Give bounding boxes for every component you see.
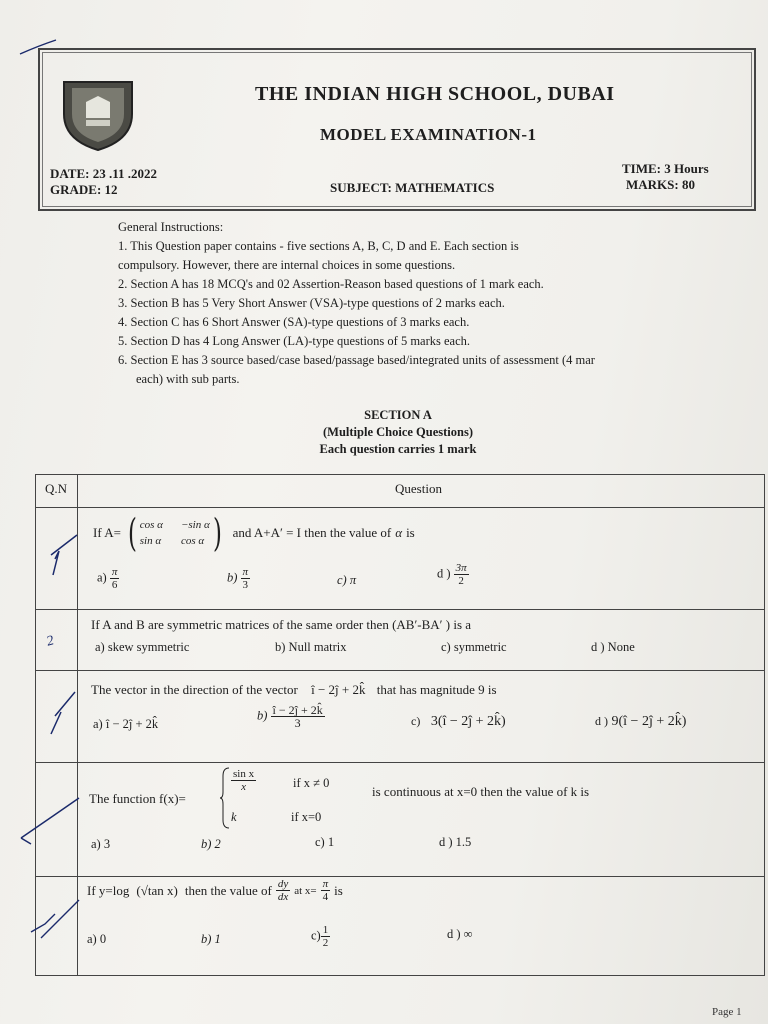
q1-option-c: c) π <box>337 573 357 587</box>
q4-option-d: d ) 1.5 <box>439 835 472 849</box>
q4-case-2-condition: if x=0 <box>291 810 322 824</box>
q5-option-a: a) 0 <box>87 932 107 946</box>
q1-variable: α <box>395 525 403 540</box>
q4-case-1-condition: if x ≠ 0 <box>293 776 330 790</box>
exam-header <box>38 48 756 211</box>
handwritten-tick-mark <box>13 784 83 854</box>
school-crest-logo <box>56 76 140 152</box>
exam-marks: MARKS: 80 <box>626 177 695 192</box>
q4-brace <box>219 766 231 830</box>
instruction-line: 6. Section E has 3 source based/case based/passage based/integrated units of assessment (4 mar <box>118 353 595 367</box>
question-1-stem <box>93 511 415 555</box>
question-2-stem: If A and B are symmetric matrices of the same order then (AB′-BA′ ) is a <box>91 617 472 632</box>
handwritten-tick-mark <box>25 894 85 944</box>
q1-option-a: a) $\frac{\pi}{6}$ <box>97 566 118 591</box>
section-subtitle: (Multiple Choice Questions) <box>323 425 473 439</box>
q1-matrix-cell: sin α <box>139 535 162 547</box>
q2-option-d: d ) None <box>591 640 635 654</box>
q5-argument: √tan x <box>140 882 174 898</box>
exam-title: MODEL EXAMINATION-1 <box>320 125 537 144</box>
page-footer: Page 1 <box>712 1006 742 1018</box>
q1-suffix: and A+A′ = I then the value of <box>232 525 392 540</box>
q1-option-b: b) $\frac{\pi}{3}$ <box>227 566 249 591</box>
column-header-question: Question <box>395 481 442 496</box>
handwritten-tick-mark <box>45 686 85 736</box>
handwritten-question-number: 2 <box>45 633 56 650</box>
instruction-line: compulsory. However, there are internal choices in some questions. <box>118 258 456 272</box>
instruction-line: 3. Section B has 5 Very Short Answer (VSA)-type questions of 2 marks each. <box>118 296 505 310</box>
questions-table <box>35 474 765 976</box>
q4-option-b: b) 2 <box>201 837 221 851</box>
section-note: Each question carries 1 mark <box>319 442 477 456</box>
q5-option-b: b) 1 <box>201 932 221 946</box>
q4-option-c: c) 1 <box>315 835 335 849</box>
exam-grade: GRADE: 12 <box>50 182 118 197</box>
q1-tail: is <box>406 525 415 540</box>
instructions-title: General Instructions: <box>118 220 224 234</box>
q4-option-a: a) 3 <box>91 837 111 851</box>
q3-option-a: a) î − 2ĵ + 2k̂ <box>93 717 159 731</box>
q1-option-d: d ) $\frac{3\pi}{2}$ <box>437 562 467 587</box>
handwritten-tick-mark <box>45 529 85 579</box>
exam-time: TIME: 3 Hours <box>622 161 709 176</box>
q2-option-a: a) skew symmetric <box>95 640 190 654</box>
exam-date: DATE: 23 .11 .2022 <box>50 166 158 181</box>
q1-matrix-cell: cos α <box>180 535 205 547</box>
question-3-stem: The vector in the direction of the vector î − 2ĵ + 2k̂ that has magnitude 9 is <box>91 682 497 697</box>
instruction-line: each) with sub parts. <box>136 372 240 386</box>
q1-matrix: ( cos α −sin α sin α cos α ) <box>127 511 222 555</box>
q3-option-c: c) 3(î − 2ĵ + 2k̂) <box>411 714 506 729</box>
instruction-line: 2. Section A has 18 MCQ's and 02 Assertion-Reason based questions of 1 mark each. <box>118 277 544 291</box>
q3-vector: î − 2ĵ + 2k̂ <box>311 682 366 697</box>
q2-option-b: b) Null matrix <box>275 640 347 654</box>
q5-option-c: c) $\frac{1}{2}$ <box>311 924 329 949</box>
q1-matrix-cell: −sin α <box>180 519 210 531</box>
q3-option-b: b) $\frac{î - 2ĵ + 2k̂}{3}$ <box>257 703 323 730</box>
instruction-line: 4. Section C has 6 Short Answer (SA)-type questions of 3 marks each. <box>118 315 470 329</box>
q1-prefix: If A= <box>93 525 121 540</box>
q4-case-2-value: k <box>231 810 237 824</box>
school-name: THE INDIAN HIGH SCHOOL, DUBAI <box>255 83 615 105</box>
q1-matrix-cell: cos α <box>139 519 163 531</box>
q4-case-1-value: $\frac{\text{sin x}}{x}$ <box>233 768 255 793</box>
instruction-line: 1. This Question paper contains - five sections A, B, C, D and E. Each section is <box>118 239 519 253</box>
q2-option-c: c) symmetric <box>441 640 507 654</box>
q3-option-d: d ) 9(î − 2ĵ + 2k̂) <box>595 714 687 729</box>
section-title: SECTION A <box>364 408 432 422</box>
question-4-tail: is continuous at x=0 then the value of k is <box>372 784 590 799</box>
column-header-qn: Q.N <box>45 481 68 496</box>
exam-subject: SUBJECT: MATHEMATICS <box>330 180 495 195</box>
question-5-stem: If y=log (√tan x) then the value of $\frac{dy}{dx}$ at x= $\frac{\pi}{4}$ is <box>87 878 343 903</box>
question-4-prefix: The function f(x)= <box>89 791 186 806</box>
q5-option-d: d ) ∞ <box>447 927 473 941</box>
general-instructions <box>118 218 595 389</box>
instruction-line: 5. Section D has 4 Long Answer (LA)-type questions of 5 marks each. <box>118 334 471 348</box>
